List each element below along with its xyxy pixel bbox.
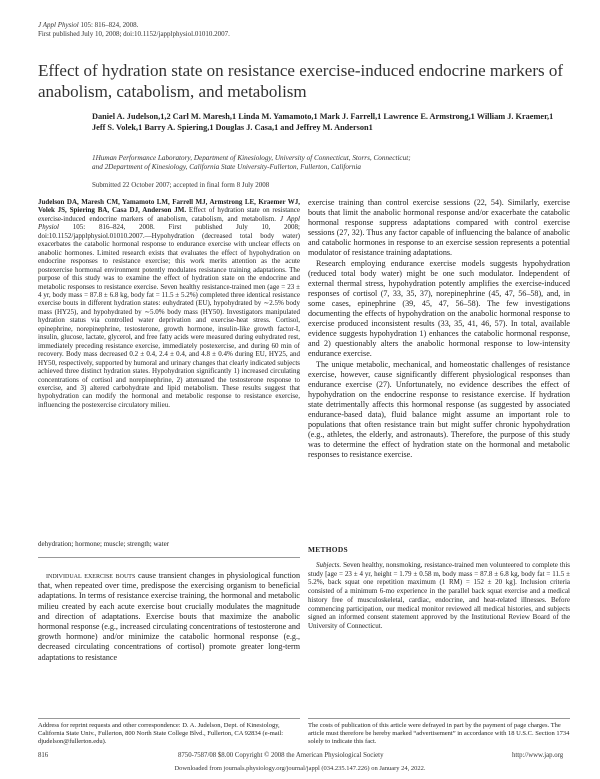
affiliation-1: 1Human Performance Laboratory, Department of Kinesiology, University of Connecticut, Storrs, Connecticut; xyxy=(92,154,411,162)
methods-section xyxy=(308,561,570,631)
abstract-journal: J Appl Physiol xyxy=(38,214,300,232)
methods-heading: METHODS xyxy=(308,545,348,554)
received-date: Submitted 22 October 2007; accepted in final form 8 July 2008 xyxy=(92,181,270,189)
page-number: 816 xyxy=(38,752,49,759)
page-charge-footnote: The costs of publication of this article were defrayed in part by the payment of page charges. The article must therefore be hereby marked “advertisement” in accordance with 18 U.S.C. Section 1734 solely to indicate this fact. xyxy=(308,722,570,746)
footnote-rule xyxy=(38,718,300,719)
running-header xyxy=(38,21,230,39)
doi-line: First published July 10, 2008; doi:10.1152/japplphysiol.01010.2007. xyxy=(38,30,230,38)
author-list: Daniel A. Judelson,1,2 Carl M. Maresh,1 Linda M. Yamamoto,1 Mark J. Farrell,1 Lawrence E. Armstrong,1 William J. Kraemer,1 Jeff S. Volek,1 Barry A. Spiering,1 Douglas J. Casa,1 and Jeffrey M. Anderson1 xyxy=(92,112,554,132)
paragraph: exercise training than control exercise sessions (22, 54). Similarly, exercise bouts that limit the anabolic hormonal response and/or exacerbate the catabolic hormonal response suppress adaptations compared with control exercise sessions (27, 32). Thus any factor capable of influencing the balance of anabolic and catabolic hormones in response to an exercise session represents a potential modulator of resistance training adaptations. xyxy=(308,198,570,258)
paragraph: The unique metabolic, mechanical, and homeostatic challenges of resistance exercise, however, cause significantly different physiological responses than endurance exercise (27). Unfortunately, no evidence describes the effect of hypohydration on the endocrine response to resistance exercise. If hydration state detrimentally affects this hormonal response (as suggested by associated endurance-based data), fluid balance might assume an important role to populations that often resistance train but might suffer chronic hypohydration (e.g., athletes, the elderly, and astronauts). Therefore, the purpose of this study was to determine the effect of hydration state on the hormonal and metabolic responses to resistance exercise. xyxy=(308,359,570,460)
intro-text: cause transient changes in physiological function that, when repeated over time, predispose the exercising organism to beneficial adaptations. In terms of resistance exercise training, the hormonal and metabolic milieu created by each acute exercise bout crucially modulates the magnitude and direction of adaptations. Exercise bouts that maximize the anabolic hormonal response (e.g., increased circulating concentrations of testosterone and growth hormone) and/or minimize the catabolic hormonal response (e.g., decreased circulating concentrations of cortisol) promote greater long-term adaptations to resistance xyxy=(38,571,300,662)
methods-text: Seven healthy, nonsmoking, resistance-trained men volunteered to complete this study [age = 23 ± 4 yr, height = 1.79 ± 0.58 m, body mass = 87.8 ± 6.8 kg, body fat = 11.5 ± 5.2%, back squat one repetition maximum (1 RM) = 152 ± 20 kg]. Inclusion criteria consisted of a minimum 6-mo experience in the parallel back squat exercise and a medical history free of musculoskeletal, cardiac, endocrine, and heat-related illnesses. Before commencing participation, our medical monitor reviewed all medical histories, and subjects signed an informed consent statement approved by the Institutional Review Board of the University of Connecticut. xyxy=(308,561,571,630)
footnote-rule xyxy=(308,718,570,719)
subjects-subhead: Subjects. xyxy=(316,561,342,569)
paragraph: Research employing endurance exercise models suggests hypohydration (reduced total body water) might be one such modulator. Independent of external thermal stress, hypohydration potently amplifies the exercise-induced responses of cortisol (7, 33, 35, 37), norepinephrine (45, 47, 56–58), and, in some cases, epinephrine (39, 45, 47, 56–58). The few investigations documenting the effects of hypohydration on the anabolic hormonal response to exercise produced inconsistent results (33, 35, 41, 46, 57). In total, available evidence suggests hypohydration 1) enhances the catabolic hormonal response, and 2) questionably alters the anabolic hormonal response to low-intensity endurance exercise. xyxy=(308,258,570,359)
abstract-lead: Effect of hydration state on resistance exercise-induced endocrine markers of anabolism, catabolism, and metabolism. xyxy=(38,206,300,223)
keywords: dehydration; hormone; muscle; strength; water xyxy=(38,540,170,548)
intro-smallcaps: individual exercise bouts xyxy=(46,571,136,580)
abstract xyxy=(38,198,300,409)
affiliations xyxy=(92,154,562,172)
right-column xyxy=(308,198,570,460)
download-notice: Downloaded from journals.physiology.org/journal/jappl (034.235.147.226) on January 24, 2022. xyxy=(174,765,426,772)
article-title: Effect of hydration state on resistance exercise-induced endocrine markers of anabolism, catabolism, and metabolism xyxy=(38,61,564,101)
correspondence-footnote: Address for reprint requests and other correspondence: D. A. Judelson, Dept. of Kinesiology, California State Univ., Fullerton, 800 North State College Blvd., Fullerton, CA 92834 (e-mail: djudelson@fullerton.edu). xyxy=(38,722,284,746)
introduction xyxy=(38,571,300,663)
abstract-text: 105: 816–824, 2008. First published July 10, 2008; doi:10.1152/japplphysiol.01010.2007.—Hypohydration (decreased total body water) exacerbates the catabolic hormonal response to endurance exercise with unclear effects on anabolic hormones. Limited research exists that evaluates the effect of hypohydration on endocrine responses to resistance exercise; this work merits attention as the acute postexercise hormonal environment potently modulates resistance training adaptations. The purpose of this study was to examine the effect of hydration state on the endocrine and metabolic responses to resistance exercise. Seven healthy resistance-trained men (age = 23 ± 4 yr, body mass = 87.8 ± 6.8 kg, body fat = 11.5 ± 5.2%) completed three identical resistance exercise bouts in different hydration states: euhydrated (EU), hypohydrated by ∼2.5% body mass (HY25), and hypohydrated by ∼5.0% body mass (HY50). Investigators manipulated hydration status via controlled water deprivation and exercise-heat stress. Cortisol, epinephrine, norepinephrine, testosterone, growth hormone, insulin-like growth factor-I, insulin, glucose, lactate, glycerol, and free fatty acids were measured during euhydrated rest, immediately preceding resistance exercise, immediately postexercise, and during 60 min of recovery. Body mass decreased 0.2 ± 0.4, 2.4 ± 0.4, and 4.8 ± 0.4% during EU, HY25, and HY50, respectively, supported by humoral and urinary changes that clearly indicated subjects achieved three distinct hydration states. Hypohydration significantly 1) increased circulating concentrations of cortisol and norepinephrine, 2) attenuated the testosterone response to exercise, and 3) altered carbohydrate and lipid metabolism. These results suggest that hypohydration can modify the hormonal and metabolic response to resistance exercise, influencing the postexercise circulatory milieu. xyxy=(38,223,300,409)
affiliation-2: and 2Department of Kinesiology, California State University-Fullerton, Fullerton, California xyxy=(92,163,361,172)
divider xyxy=(38,557,300,558)
citation: 105: 816–824, 2008. xyxy=(80,21,139,29)
journal-name: J Appl Physiol xyxy=(38,21,79,29)
abstract-authors: Judelson DA, Maresh CM, Yamamoto LM, Farrell MJ, Armstrong LE, Kraemer WJ, Volek JS, Spiering BA, Casa DJ, Anderson JM. xyxy=(38,198,300,215)
copyright-line: 8750-7587/08 $8.00 Copyright © 2008 the American Physiological Society xyxy=(178,752,384,759)
journal-url[interactable]: http://www.jap.org xyxy=(512,752,564,759)
